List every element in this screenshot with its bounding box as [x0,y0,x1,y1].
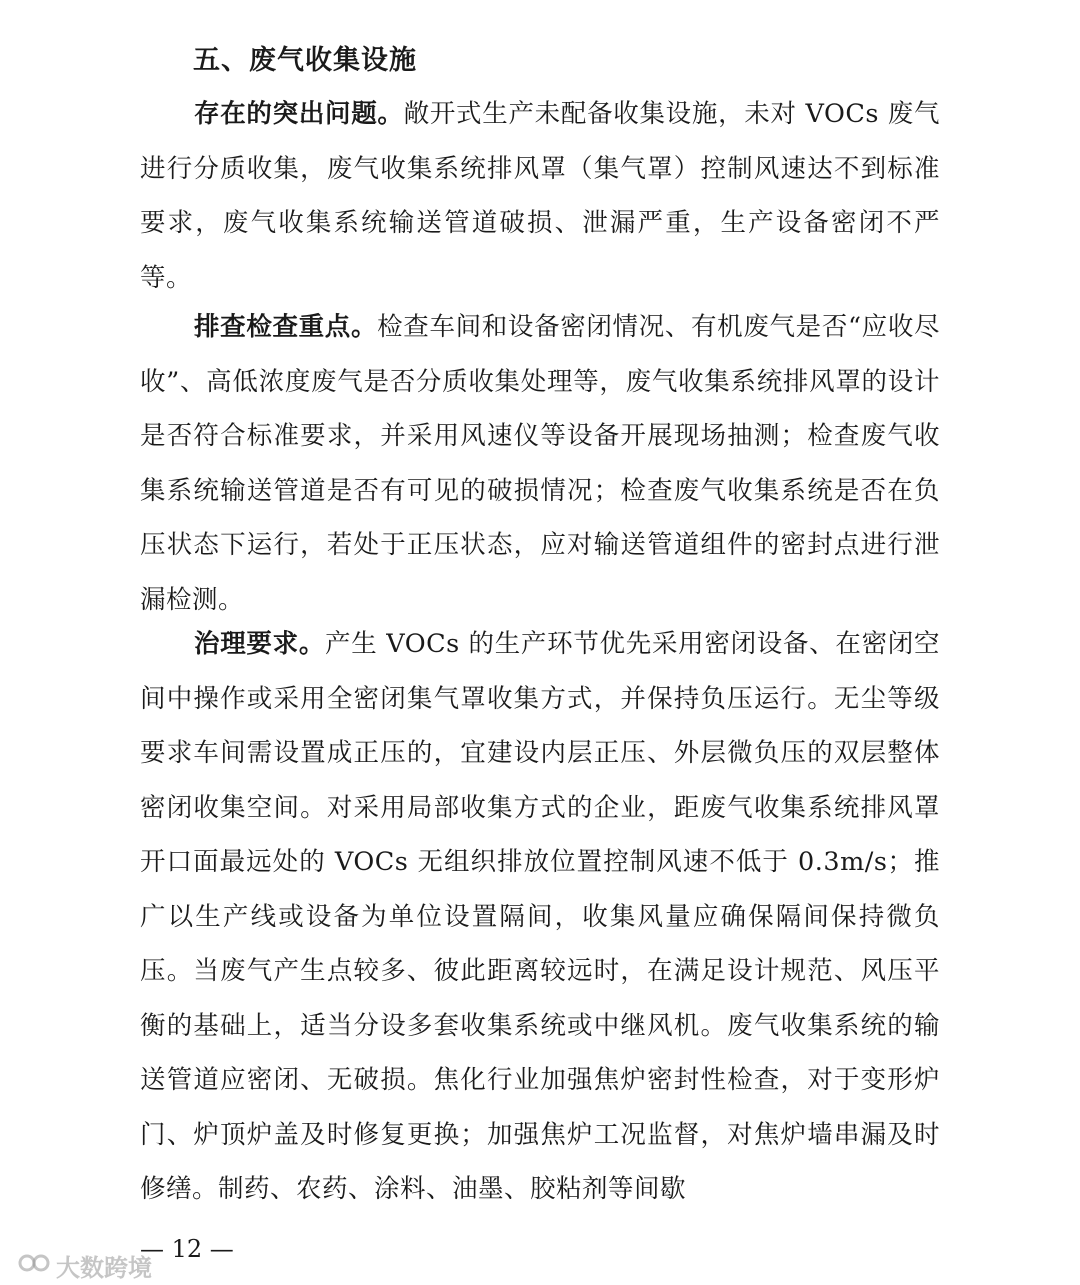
watermark-logo-icon [18,1252,52,1280]
paragraph-inspection [140,300,940,627]
paragraph-problems [140,87,940,305]
paragraph-lead: 治理要求。 [194,629,326,659]
paragraph-text: 检查车间和设备密闭情况、有机废气是否“应收尽收”、高低浓度废气是否分质收集处理等，废气收集系统排风罩的设计是否符合标准要求，并采用风速仪等设备开展现场抽测；检查废气收集系统输送管道是否有可见的破损情况；检查废气收集系统是否在负压状态下运行，若处于正压状态，应对输送管道组件的密封点进行泄漏检测。 [140,312,940,615]
watermark-text: 大数跨境 [56,1254,152,1282]
watermark [18,1248,152,1283]
page-number: — 12 — [140,1235,234,1263]
paragraph-text: 敞开式生产未配备收集设施，未对 VOCs 废气进行分质收集，废气收集系统排风罩（集气罩）控制风速达不到标准要求，废气收集系统输送管道破损、泄漏严重，生产设备密闭不严等。 [140,99,940,293]
paragraph-text: 产生 VOCs 的生产环节优先采用密闭设备、在密闭空间中操作或采用全密闭集气罩收集方式，并保持负压运行。无尘等级要求车间需设置成正压的，宜建设内层正压、外层微负压的双层整体密闭收集空间。对采用局部收集方式的企业，距废气收集系统排风罩开口面最远处的 VOCs 无组织排放位置控制风速不低于 0.3m/s；推广以生产线或设备为单位设置隔间，收集风量应确保隔间保持微负压。当废气产生点较多、彼此距离较远时，在满足设计规范、风压平衡的基础上，适当分设多套收集系统或中继风机。废气收集系统的输送管道应密闭、无破损。焦化行业加强焦炉密封性检查，对于变形炉门、炉顶炉盖及时修复更换；加强焦炉工况监督，对焦炉墙串漏及时修缮。制药、农药、涂料、油墨、胶粘剂等间歇 [140,629,940,1204]
paragraph-lead: 排查检查重点。 [194,312,378,342]
paragraph-requirements [140,617,940,1217]
section-heading: 五、废气收集设施 [193,45,417,76]
paragraph-lead: 存在的突出问题。 [194,99,404,129]
